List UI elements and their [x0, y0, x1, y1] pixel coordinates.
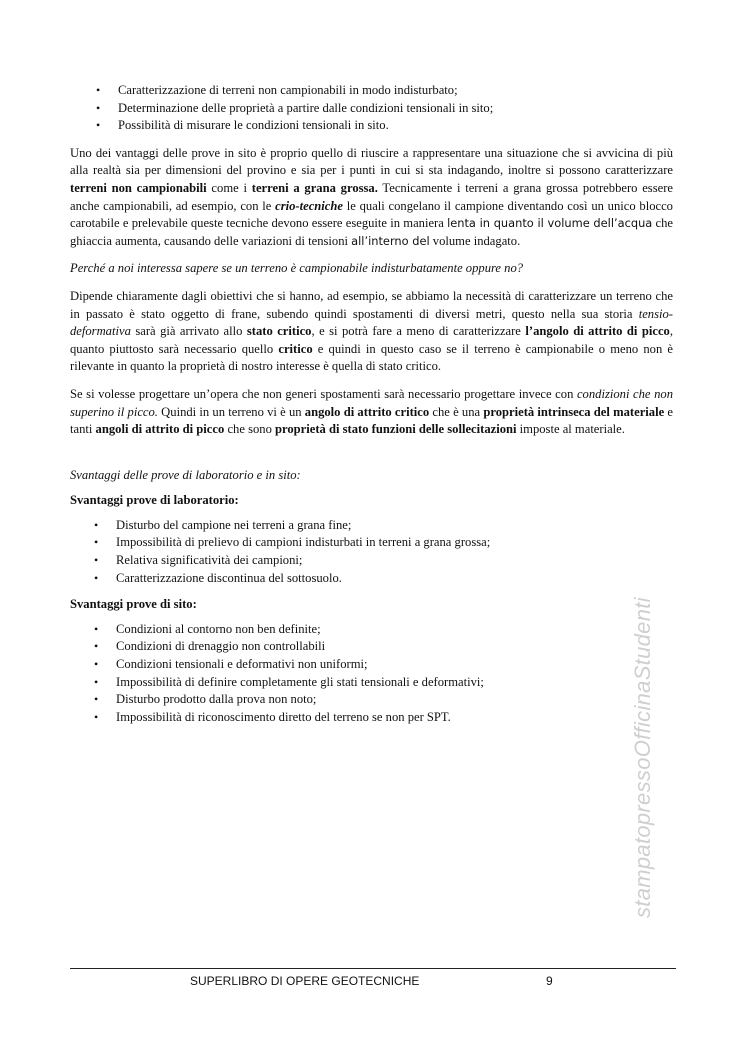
- page-content: [70, 82, 673, 735]
- bold-text: angolo di attrito critico: [304, 404, 430, 419]
- watermark: stampatopressoOfficinaStudenti: [630, 597, 655, 918]
- list-item: • Relativa significatività dei campioni;: [116, 552, 673, 570]
- list-item: • Condizioni di drenaggio non controllabili: [116, 638, 673, 656]
- section-intro: Svantaggi delle prove di laboratorio e in sito:: [70, 467, 301, 482]
- text: imposte al materiale.: [516, 422, 625, 437]
- site-disadvantages-list: [70, 621, 673, 727]
- list-item: • Impossibilità di riconoscimento diretto del terreno se non per SPT.: [116, 709, 673, 727]
- lab-disadvantages-list: [70, 517, 673, 587]
- italic-text: condizioni che non superino il picco.: [70, 386, 673, 419]
- dark-text: lenta in quanto il volume dell’acqua: [447, 216, 653, 231]
- list-item: • Disturbo prodotto dalla prova non noto;: [116, 691, 673, 709]
- page-number: 9: [546, 974, 553, 988]
- list-item: • Caratterizzazione di terreni non campionabili in modo indisturbato;: [118, 82, 673, 100]
- bold-text: stato critico: [246, 324, 312, 339]
- text: Dipende chiaramente dagli obiettivi che si hanno, ad esempio, se abbiamo la necessità di caratterizzare un terreno che in passato è stato oggetto di frane, subendo quindi spostamenti di diversi metri, questo nella sua storia: [70, 288, 673, 321]
- text: volume indagato.: [429, 233, 521, 248]
- italic-text: tensio-deformativa: [70, 306, 673, 339]
- list-item: • Condizioni tensionali e deformativi non uniformi;: [116, 656, 673, 674]
- paragraph-critical-state: [70, 288, 673, 376]
- list-item: • Determinazione delle proprietà a partire dalle condizioni tensionali in sito;: [118, 100, 673, 118]
- bold-text: proprietà di stato funzioni delle sollecitazioni: [275, 422, 517, 437]
- text: come i: [206, 180, 252, 195]
- list-item: • Disturbo del campione nei terreni a grana fine;: [116, 517, 673, 535]
- text: e tanti: [70, 404, 673, 437]
- lab-heading: Svantaggi prove di laboratorio:: [70, 493, 239, 508]
- text: sarà già arrivato allo: [130, 324, 247, 339]
- text: , quanto piuttosto sarà necessario quello: [70, 324, 674, 356]
- list-item: • Condizioni al contorno non ben definite;: [116, 621, 673, 639]
- list-item: • Impossibilità di prelievo di campioni indisturbati in terreni a grana grossa;: [116, 534, 673, 552]
- bold-text: angoli di attrito di picco: [95, 422, 225, 437]
- footer-title: SUPERLIBRO DI OPERE GEOTECNICHE: [190, 974, 420, 988]
- paragraph-peak-conditions: [70, 386, 673, 439]
- list-item: • Possibilità di misurare le condizioni tensionali in sito.: [118, 117, 673, 135]
- text: Se si volesse progettare un’opera che non generi spostamenti sarà necessario progettare invece con: [70, 386, 577, 401]
- bold-text: proprietà intrinseca del materiale: [483, 404, 665, 419]
- text: che ghiaccia aumenta, causando delle variazioni di tensioni: [70, 216, 673, 248]
- bold-text: critico: [278, 341, 313, 356]
- bold-text: terreni a grana grossa.: [251, 180, 378, 195]
- footer-divider: [70, 968, 676, 969]
- text: che sono: [224, 422, 276, 437]
- advantages-list: [70, 82, 673, 135]
- text: Quindi in un terreno vi è un: [157, 404, 305, 419]
- text: Tecnicamente i terreni a grana grossa potrebbero essere anche campionabili, ad esempio, con le: [70, 180, 673, 213]
- paragraph-in-situ-advantages: [70, 145, 673, 251]
- text: , e si potrà fare a meno di caratterizzare: [311, 324, 526, 339]
- text: che è una: [429, 404, 484, 419]
- bold-italic-text: crio-tecniche: [275, 198, 343, 213]
- text: le quali congelano il campione diventando così un unico blocco carotabile e prelevabile queste tecniche devono essere eseguite in maniera: [70, 198, 673, 231]
- dark-text: all’interno del: [351, 233, 430, 248]
- bold-text: terreni non campionabili: [70, 180, 207, 195]
- question-line: Perché a noi interessa sapere se un terreno è campionabile indisturbatamente oppure no?: [70, 261, 524, 276]
- list-item: • Caratterizzazione discontinua del sottosuolo.: [116, 570, 673, 588]
- bold-text: l’angolo di attrito di picco: [525, 324, 670, 339]
- site-heading: Svantaggi prove di sito:: [70, 597, 197, 612]
- text: e quindi in questo caso se il terreno è campionabile o meno non è rilevante in quanto la proprietà di nostro interesse è quella di stato critico.: [70, 341, 673, 374]
- list-item: • Impossibilità di definire completamente gli stati tensionali e deformativi;: [116, 674, 673, 692]
- text: Uno dei vantaggi delle prove in sito è proprio quello di riuscire a rappresentare una situazione che si avvicina di più alla realtà sia per dimensioni del provino e sia per i punti in cui si sta indagando, inoltre si possono caratterizzare: [70, 145, 673, 178]
